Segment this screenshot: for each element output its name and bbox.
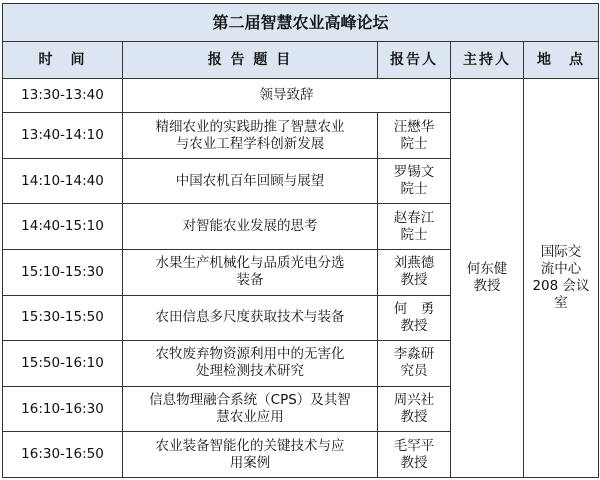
row-speaker: 李淼研 究员 xyxy=(378,341,451,387)
forum-schedule-table xyxy=(2,3,599,478)
header-host: 主持人 xyxy=(451,42,524,79)
header-venue: 地 点 xyxy=(524,42,599,79)
venue-cell: 国际交 流中心 208 会议 室 xyxy=(524,79,599,478)
forum-title: 第二届智慧农业高峰论坛 xyxy=(3,4,599,42)
row-time: 16:10-16:30 xyxy=(3,386,123,432)
row-speaker: 毛罕平 教授 xyxy=(378,432,451,478)
row-time: 15:50-16:10 xyxy=(3,341,123,387)
row-time: 14:40-15:10 xyxy=(3,204,123,250)
row-time: 15:30-15:50 xyxy=(3,295,123,341)
row-time: 14:10-14:40 xyxy=(3,158,123,204)
row-time: 15:10-15:30 xyxy=(3,249,123,295)
row-time: 13:30-13:40 xyxy=(3,79,123,113)
row-speaker: 罗锡文 院士 xyxy=(378,158,451,204)
row-topic: 农田信息多尺度获取技术与装备 xyxy=(123,295,378,341)
row-topic: 农牧废弃物资源利用中的无害化 处理检测技术研究 xyxy=(123,341,378,387)
row-speaker: 周兴社 教授 xyxy=(378,386,451,432)
row-speaker: 赵春江 院士 xyxy=(378,204,451,250)
table-row xyxy=(3,79,599,113)
row-topic: 农业装备智能化的关键技术与应 用案例 xyxy=(123,432,378,478)
row-time: 13:40-14:10 xyxy=(3,113,123,159)
row-time: 16:30-16:50 xyxy=(3,432,123,478)
header-time: 时 间 xyxy=(3,42,123,79)
host-cell: 何东健 教授 xyxy=(451,79,524,478)
header-topic: 报 告 题 目 xyxy=(123,42,378,79)
row-topic: 中国农机百年回顾与展望 xyxy=(123,158,378,204)
row-topic: 对智能农业发展的思考 xyxy=(123,204,378,250)
header-speaker: 报告人 xyxy=(378,42,451,79)
row-topic: 信息物理融合系统（CPS）及其智 慧农业应用 xyxy=(123,386,378,432)
title-row xyxy=(3,4,599,42)
row-speaker: 汪懋华 院士 xyxy=(378,113,451,159)
row-topic: 领导致辞 xyxy=(123,79,451,113)
row-speaker: 何 勇 教授 xyxy=(378,295,451,341)
row-topic: 水果生产机械化与品质光电分选 装备 xyxy=(123,249,378,295)
row-speaker: 刘燕德 教授 xyxy=(378,249,451,295)
header-row xyxy=(3,42,599,79)
row-topic: 精细农业的实践助推了智慧农业 与农业工程学科创新发展 xyxy=(123,113,378,159)
